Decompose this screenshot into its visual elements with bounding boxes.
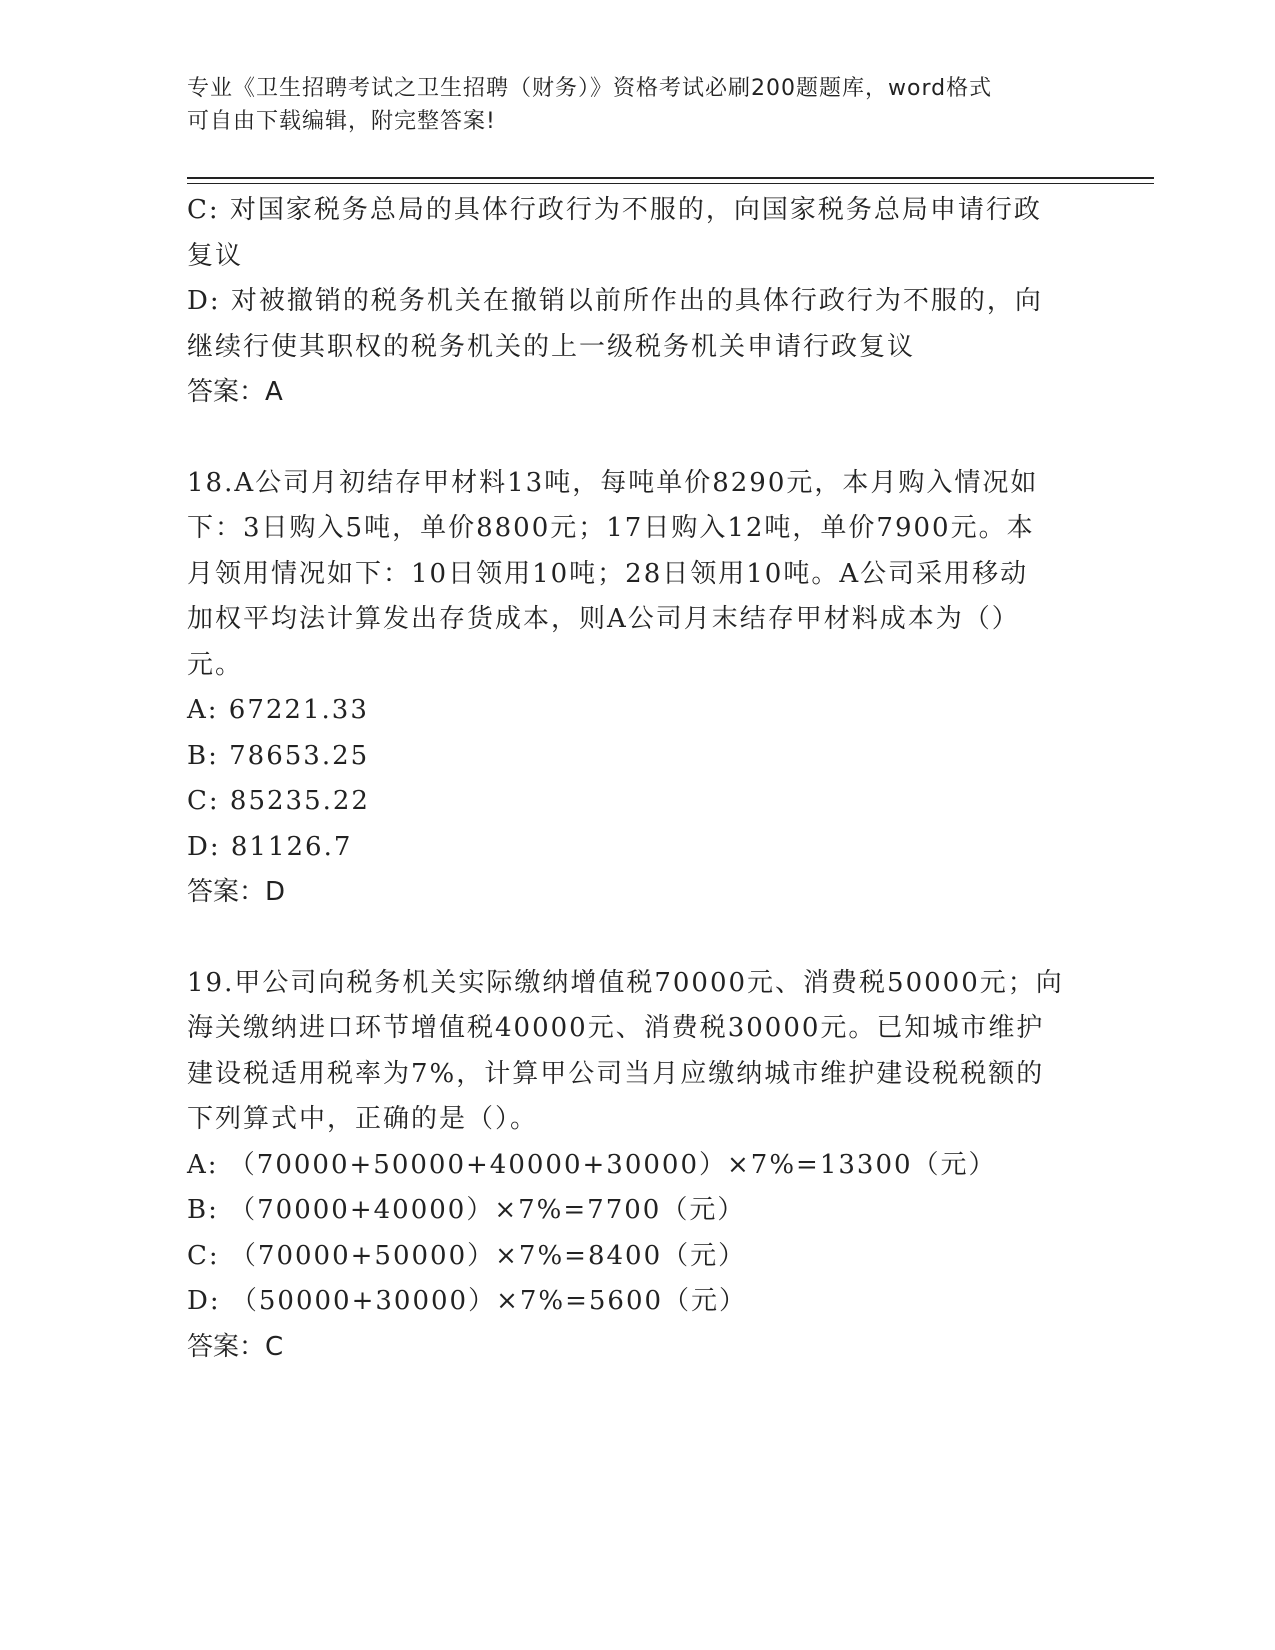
question-19 (187, 961, 1077, 1371)
q19-stem-line-4: 下列算式中，正确的是（）。 (187, 1104, 539, 1134)
q18-option-b: B: 78653.25 (187, 740, 370, 771)
q19-option-a: A: （70000+50000+40000+30000）×7%=13300（元） (187, 1149, 997, 1180)
q18-stem-line-5: 元。 (187, 649, 244, 680)
q19-stem-line-3: 建设税适用税率为7%，计算甲公司当月应缴纳城市维护建设税税额的 (187, 1058, 1045, 1089)
q18-stem-line-1: 18.A公司月初结存甲材料13吨，每吨单价8290元，本月购入情况如 (187, 467, 1039, 498)
page-header (187, 72, 1067, 138)
spacer (187, 416, 1077, 461)
q18-stem-line-2: 下：3日购入5吨，单价8800元；17日购入12吨，单价7900元。本 (187, 513, 1035, 543)
q17-option-d-line-1: D: 对被撤销的税务机关在撤销以前所作出的具体行政行为不服的，向 (187, 286, 1043, 316)
header-line-1: 专业《卫生招聘考试之卫生招聘（财务）》资格考试必刷200题题库，word格式 (187, 76, 993, 101)
q17-answer: 答案：A (187, 377, 283, 407)
question-17-continued (187, 188, 1077, 416)
q17-option-c-line-2: 复议 (187, 240, 244, 271)
spacer (187, 916, 1077, 961)
q18-option-a: A: 67221.33 (187, 695, 369, 725)
q19-answer: 答案：C (187, 1331, 284, 1362)
header-rule-thin (187, 183, 1154, 184)
q19-stem-line-1: 19.甲公司向税务机关实际缴纳增值税70000元、消费税50000元；向 (187, 967, 1064, 998)
question-18 (187, 461, 1077, 916)
q19-option-d: D: （50000+30000）×7%=5600（元） (187, 1286, 748, 1316)
q17-option-c-line-1: C: 对国家税务总局的具体行政行为不服的，向国家税务总局申请行政 (187, 195, 1042, 225)
q18-option-d: D: 81126.7 (187, 831, 353, 862)
q19-stem-line-2: 海关缴纳进口环节增值税40000元、消费税30000元。已知城市维护 (187, 1013, 1045, 1043)
q18-stem-line-3: 月领用情况如下：10日领用10吨；28日领用10吨。A公司采用移动 (187, 558, 1029, 589)
q18-option-c: C: 85235.22 (187, 786, 370, 816)
question-content (187, 188, 1077, 1370)
q19-option-c: C: （70000+50000）×7%=8400（元） (187, 1240, 747, 1271)
header-rule-thick (187, 177, 1154, 179)
q19-option-b: B: （70000+40000）×7%=7700（元） (187, 1195, 746, 1225)
q17-option-d-line-2: 继续行使其职权的税务机关的上一级税务机关申请行政复议 (187, 331, 916, 362)
q18-stem-line-4: 加权平均法计算发出存货成本，则A公司月末结存甲材料成本为（） (187, 604, 1020, 634)
header-line-2: 可自由下载编辑，附完整答案! (187, 109, 496, 134)
q18-answer: 答案：D (187, 877, 286, 907)
